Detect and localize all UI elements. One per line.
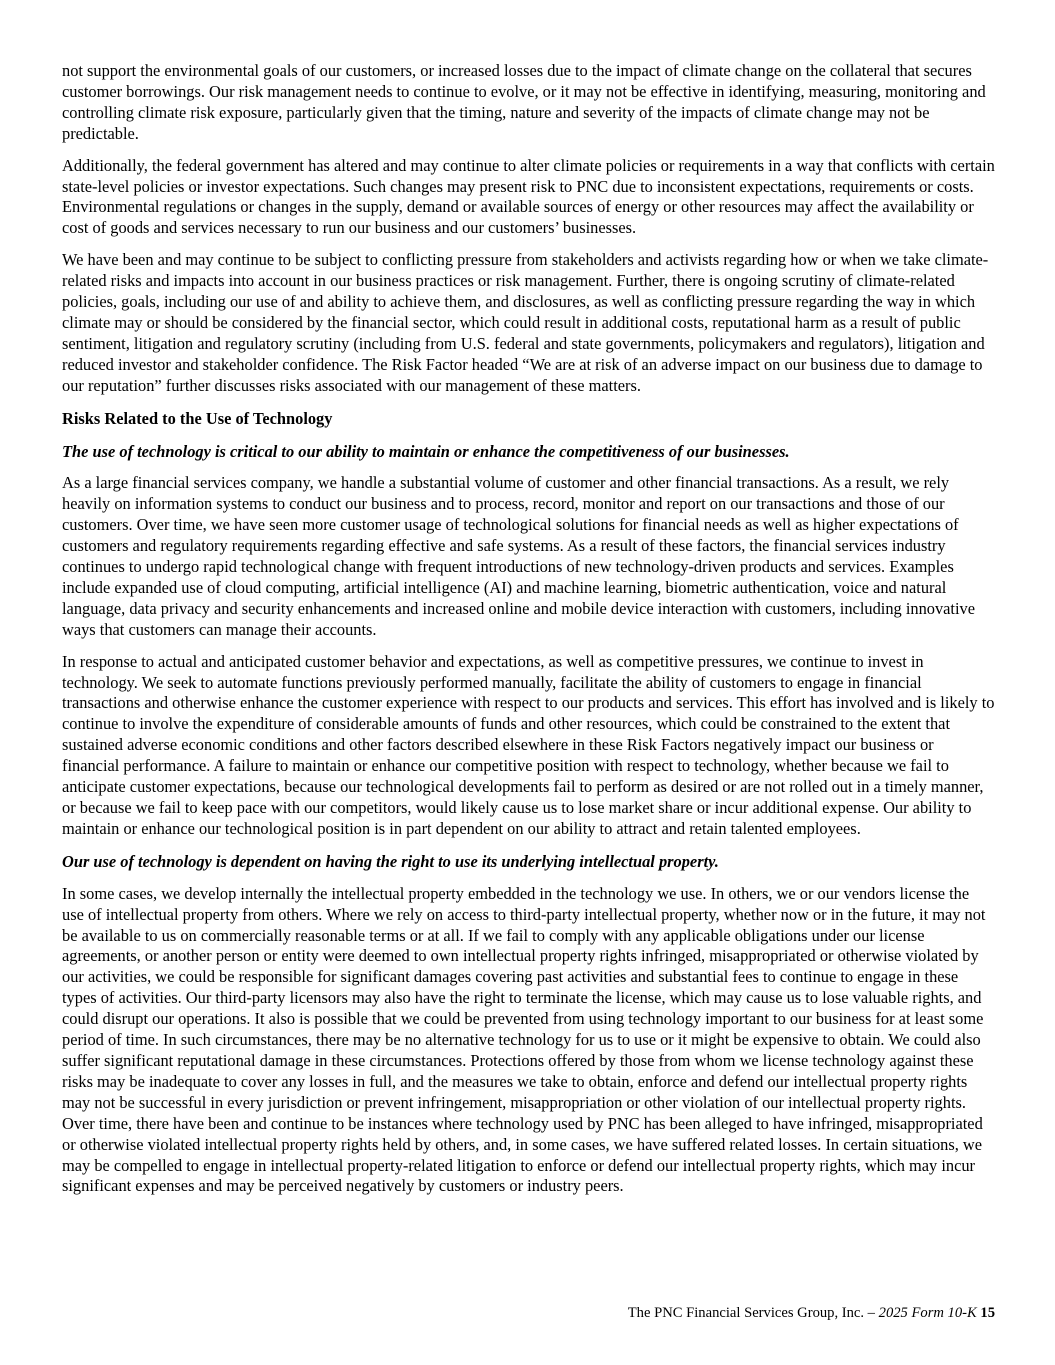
footer-page-number: 15 xyxy=(976,1305,995,1321)
paragraph-conflicting-pressure: We have been and may continue to be subject to conflicting pressure from stakeholders and activists regarding how or when we take climate-related risks and impacts into account in our business practices or risk management. Further, there is ongoing scrutiny of climate-related policies, goals, including our use of and ability to achieve them, and disclosures, as well as conflicting pressure regarding the way in which climate may or should be considered by the financial sector, which could result in additional costs, reputational harm as a result of public sentiment, litigation and regulatory scrutiny (including from U.S. federal and state governments, policymakers and regulators), litigation and reduced investor and stakeholder confidence. The Risk Factor headed “We are at risk of an adverse impact on our business due to damage to our reputation” further discusses risks associated with our management of these matters. xyxy=(62,250,989,395)
footer-company-name: The PNC Financial Services Group, Inc. – xyxy=(627,1305,879,1321)
subheading-technology-critical: The use of technology is critical to our ability to maintain or enhance the competitiveness of our businesses. xyxy=(62,441,790,461)
paragraph-climate-continuation: not support the environmental goals of our customers, or increased losses due to the impact of climate change on the collateral that secures customer borrowings. Our risk management needs to continue to evolve, or it may not be effective in identifying, measuring, monitoring and controlling climate risk exposure, particularly given that the timing, nature and severity of the impacts of climate change may not be predictable. xyxy=(62,61,986,143)
paragraph-federal-government: Additionally, the federal government has altered and may continue to alter climate policies or requirements in a way that conflicts with certain state-level policies or investor expectations. Such changes may present risk to PNC due to inconsistent expectations, requirements or costs. Environmental regulations or changes in the supply, demand or available sources of energy or other resources may affect the availability or cost of goods and services necessary to run our business and our customers’ businesses. xyxy=(62,155,995,238)
heading-risks-related-technology: Risks Related to the Use of Technology xyxy=(62,408,333,428)
paragraph-intellectual-property: In some cases, we develop internally the intellectual property embedded in the technology we use. In others, we or our vendors license the use of intellectual property from others. Where we rely on access to third-party intellectual property, whether now or in the future, it may not be available to us on commercially reasonable terms or at all. If we fail to comply with any applicable obligations under our license agreements, or another person or entity were deemed to own intellectual property rights infringed, misappropriated or otherwise violated by our activities, we could be responsible for significant damages covering past activities and substantial fees to continue to engage in these types of activities. Our third-party licensors may also have the right to terminate the license, which may cause us to lose valuable rights, and could disrupt our operations. It also is possible that we could be prevented from using technology important to our business for at least some period of time. In such circumstances, there may be no alternative technology for us to use or it might be expensive to obtain. We could also suffer significant reputational damage in these circumstances. Protections offered by those from whom we license technology against these risks may be inadequate to cover any losses in full, and the measures we take to obtain, enforce and defend our intellectual property rights may not be successful in every jurisdiction or prevent infringement, misappropriation or other violation of our intellectual property rights. Over time, there have been and continue to be instances where technology used by PNC has been alleged to have infringed, misappropriated or otherwise violated intellectual property rights held by others, and, in some cases, we have suffered related losses. In certain situations, we may be compelled to engage in intellectual property-related litigation to enforce or defend our intellectual property rights, which may incur significant expenses and may be perceived negatively by customers or industry peers. xyxy=(62,883,986,1196)
page-footer xyxy=(613,1288,995,1339)
subheading-intellectual-property: Our use of technology is dependent on having the right to use its underlying intellectual property. xyxy=(62,851,719,871)
paragraph-large-financial-company: As a large financial services company, we handle a substantial volume of customer and other financial transactions. As a result, we rely heavily on information systems to conduct our business and to process, record, monitor and report on our transactions and those of our customers. Over time, we have seen more customer usage of technological solutions for financial needs as well as higher expectations of customers and regulatory requirements regarding effective and safe systems. As a result of these factors, the financial services industry continues to undergo rapid technological change with frequent introductions of new technology-driven products and services. Examples include expanded use of cloud computing, artificial intelligence (AI) and machine learning, biometric authentication, voice and natural language, data privacy and security enhancements and increased online and mobile device interaction with customers, including innovative ways that customers can manage their accounts. xyxy=(62,473,976,639)
footer-form-title: 2025 Form 10-K xyxy=(878,1305,977,1321)
paragraph-invest-in-technology: In response to actual and anticipated customer behavior and expectations, as well as competitive pressures, we continue to invest in technology. We seek to automate functions previously performed manually, facilitate the ability of customers to engage in financial transactions and otherwise enhance the customer experience with respect to our products and services. This effort has involved and is likely to continue to involve the expenditure of considerable amounts of funds and other resources, which could be constrained to the extent that sustained adverse economic conditions and other factors described elsewhere in these Risk Factors negatively impact our business or financial performance. A failure to maintain or enhance our competitive position with respect to technology, whether because we fail to anticipate customer expectations, because our technological developments fail to perform as desired or are not rolled out in a timely manner, or because we fail to keep pace with our competitors, would likely cause us to lose market share or incur additional expense. Our ability to maintain or enhance our technological position is in part dependent on our ability to attract and retain talented employees. xyxy=(62,651,995,838)
